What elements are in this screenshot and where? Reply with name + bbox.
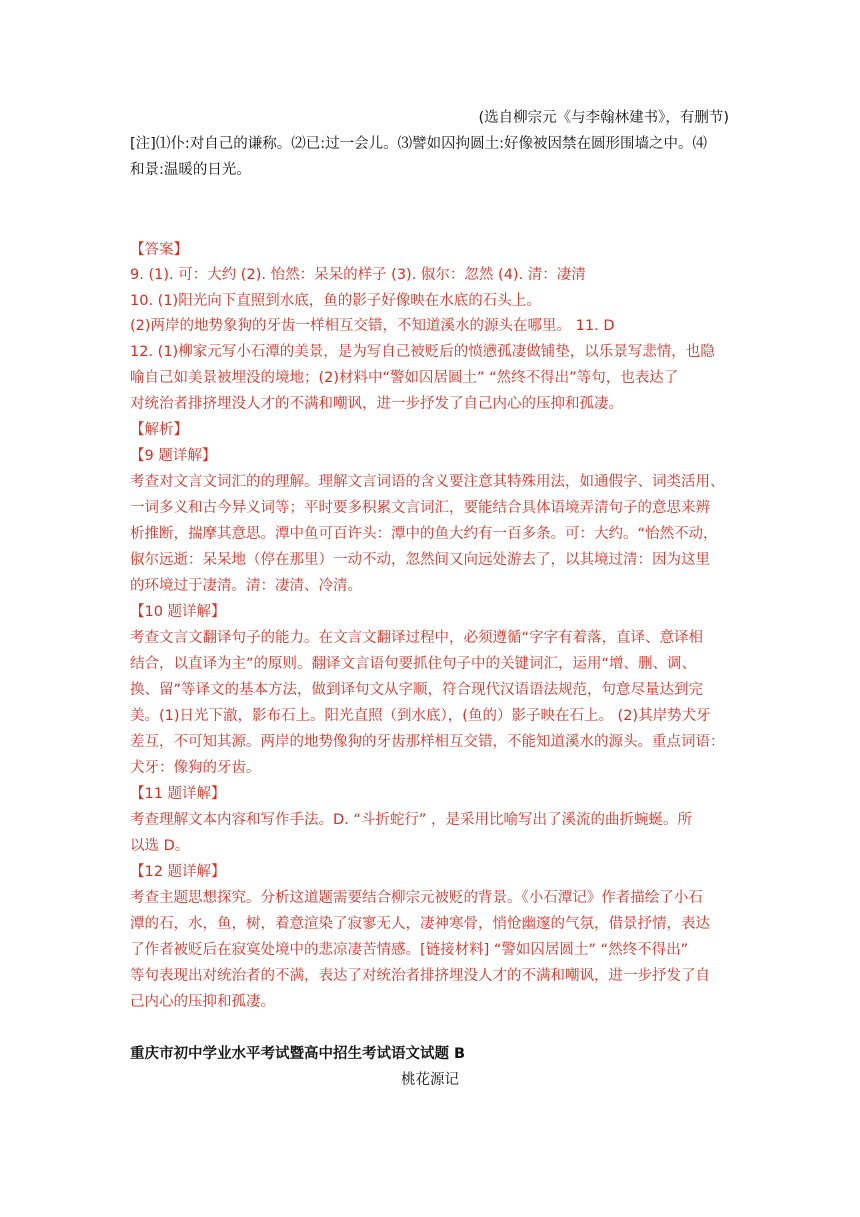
- q9-line: 析推断，揣摩其意思。潭中鱼可百许头：潭中的鱼大约有一百多条。可：大约。“怡然不动，: [130, 526, 718, 542]
- q10-line: 考查文言文翻译句子的能力。在文言文翻译过程中，必须遵循“字字有着落，直译、意译相: [130, 630, 704, 646]
- q10-line: 差互，不可知其源。两岸的地势像狗的牙齿那样相互交错，不能知道溪水的源头。重点词语：: [130, 734, 725, 750]
- q10-line: 犬牙：像狗的牙齿。: [130, 760, 261, 776]
- q10-heading: 【10 题详解】: [130, 604, 226, 620]
- answer-line: 对统治者排挤埋没人才的不满和嘲讽，进一步抒发了自己内心的压抑和孤凄。: [130, 396, 623, 412]
- source-note: (选自柳宗元《与李翰林建书》，有删节): [478, 110, 729, 126]
- q12-heading: 【12 题详解】: [130, 864, 226, 880]
- analysis-heading: 【解析】: [130, 422, 188, 438]
- q9-line: 的环境过于凄清。清：凄清、冷清。: [130, 578, 362, 594]
- q11-heading: 【11 题详解】: [130, 786, 226, 802]
- section-subtitle: 桃花源记: [401, 1072, 459, 1088]
- q9-line: 一词多义和古今异义词等；平时要多积累文言词汇，要能结合具体语境弄清句子的意思来辨: [130, 500, 710, 516]
- q12-line: 潭的石，水，鱼，树，着意渲染了寂寥无人，凄神寒骨，悄怆幽邃的气氛，借景抒情，表达: [130, 916, 710, 932]
- q11-line: 以选 D。: [130, 838, 190, 854]
- answer-line: 10. (1)阳光向下直照到水底，鱼的影子好像映在水底的石头上。: [130, 293, 541, 309]
- section-title: 重庆市初中学业水平考试暨高中招生考试语文试题 B: [130, 1046, 466, 1062]
- answer-heading: 【答案】: [130, 242, 188, 258]
- q12-line: 等句表现出对统治者的不满，表达了对统治者排挤埋没人才的不满和嘲讽，进一步抒发了自: [130, 968, 710, 984]
- footnote-line: [注]⑴仆:对自己的谦称。⑵已:过一会儿。⑶譬如囚拘圆土:好像被因禁在圆形围墙之中。⑷: [130, 136, 707, 152]
- q9-line: 考查对文言文词汇的的理解。理解文言词语的含义要注意其特殊用法，如通假字、词类活用、: [130, 474, 725, 490]
- q12-line: 己内心的压抑和孤凄。: [130, 994, 275, 1010]
- q9-heading: 【9 题详解】: [130, 448, 217, 464]
- answer-line: 12. (1)柳家元写小石潭的美景，是为写自己被贬后的愤懑孤凄做铺垫，以乐景写悲情，也隐: [130, 344, 715, 360]
- answer-line: 喻自己如美景被埋没的境地；(2)材料中“警如囚居圆土” “然终不得出”等句，也表达了: [130, 370, 679, 386]
- answer-line: 9. (1). 可：大约 (2). 怡然：呆呆的样子 (3). 俶尔：忽然 (4). 清：凄清: [130, 267, 586, 283]
- q12-line: 了作者被贬后在寂寞处境中的悲凉凄苦情感。[链接材料] “警如囚居圆土” “然终不得出”: [130, 942, 689, 958]
- q9-line: 俶尔远逝：呆呆地（停在那里）一动不动，忽然间又向远处游去了，以其境过清：因为这里: [130, 552, 710, 568]
- q10-line: 换、留”等译文的基本方法，做到译句文从字顺，符合现代汉语语法规范，句意尽量达到完: [130, 682, 704, 698]
- q10-line: 结合，以直译为主”的原则。翻译文言语句要抓住句子中的关键词汇，运用“增、删、调、: [130, 656, 697, 672]
- footnote-line: 和景:温暖的日光。: [130, 162, 251, 178]
- q10-line: 美。(1)日光下澈，影布石上。阳光直照（到水底），(鱼的）影子映在石上。 (2)其岸势犬牙: [130, 708, 711, 724]
- answer-line: (2)两岸的地势象狗的牙齿一样相互交错，不知道溪水的源头在哪里。 11. D: [130, 318, 615, 334]
- q12-line: 考查主题思想探究。分析这道题需要结合柳宗元被贬的背景。《小石潭记》作者描绘了小石: [130, 890, 703, 906]
- q11-line: 考查理解文本内容和写作手法。D. “斗折蛇行” ，是采用比喻写出了溪流的曲折蜿蜒。所: [130, 812, 693, 828]
